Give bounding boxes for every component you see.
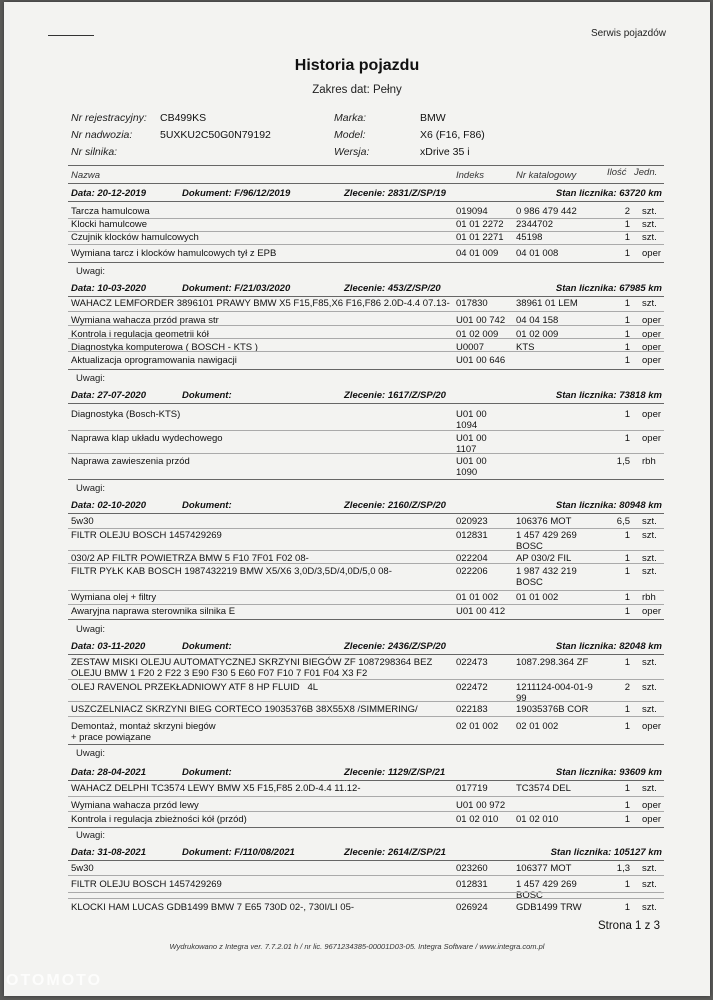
row-unit: szt. — [642, 219, 657, 230]
section-odometer: Stan licznika: 105127 km — [550, 847, 662, 858]
col-name: Nazwa — [71, 170, 101, 181]
section-date: Data: 27-07-2020 — [71, 390, 146, 401]
row-qty: 1 — [624, 232, 630, 243]
row-index: 01 01 2272 — [456, 219, 504, 230]
row-separator — [68, 369, 664, 370]
row-name: KLOCKI HAM LUCAS GDB1499 BMW 7 E65 730D 02-, 730I/LI 05- — [71, 902, 355, 913]
row-qty: 1 — [624, 219, 630, 230]
version-value: xDrive 35 i — [420, 146, 470, 158]
row-unit: rbh — [642, 592, 656, 603]
row-qty: 1 — [624, 342, 630, 353]
row-qty: 1 — [624, 879, 630, 890]
row-catalog: 02 01 002 — [516, 721, 559, 732]
row-index: 01 02 009 — [456, 329, 499, 340]
section-rule — [68, 860, 664, 861]
row-index: 026924 — [456, 902, 488, 913]
row-index: 01 01 2271 — [456, 232, 504, 243]
model-value: X6 (F16, F86) — [420, 129, 485, 141]
row-separator — [68, 679, 664, 680]
notes-label: Uwagi: — [76, 483, 106, 494]
row-catalog: 38961 01 LEM — [516, 298, 578, 309]
top-right-label: Serwis pojazdów — [590, 28, 666, 39]
section-date: Data: 02-10-2020 — [71, 500, 146, 511]
row-qty: 1 — [624, 433, 630, 444]
row-separator — [68, 796, 664, 797]
section-rule — [68, 403, 664, 404]
row-separator — [68, 351, 664, 352]
date-range: Zakres dat: Pełny — [312, 84, 402, 96]
row-unit: szt. — [642, 553, 657, 564]
section-order: Zlecenie: 1129/Z/SP/21 — [344, 767, 446, 778]
section-document: Dokument: — [182, 500, 232, 511]
row-index: U01 00 646 — [456, 355, 506, 366]
row-index: 022472 — [456, 682, 488, 693]
row-qty: 1 — [624, 814, 630, 825]
row-catalog: 45198 — [516, 232, 543, 243]
row-index: 022183 — [456, 704, 488, 715]
row-separator — [68, 716, 664, 717]
version-label: Wersja: — [334, 146, 370, 158]
row-catalog: 01 02 009 — [516, 329, 559, 340]
section-date: Data: 31-08-2021 — [71, 847, 146, 858]
row-separator — [68, 827, 664, 828]
watermark-logo: OTOMOTO — [6, 972, 103, 989]
row-catalog: GDB1499 TRW — [516, 902, 582, 913]
section-document: Dokument: — [182, 767, 232, 778]
section-date: Data: 03-11-2020 — [71, 641, 146, 652]
section-order: Zlecenie: 2160/Z/SP/20 — [344, 500, 446, 511]
row-qty: 1 — [624, 800, 630, 811]
section-order: Zlecenie: 2436/Z/SP/20 — [344, 641, 446, 652]
row-unit: oper — [642, 606, 662, 617]
body-label: Nr nadwozia: — [71, 129, 133, 141]
section-order: Zlecenie: 1617/Z/SP/20 — [344, 390, 446, 401]
row-index: U01 00 1090 — [456, 456, 487, 478]
row-index: 020923 — [456, 516, 488, 527]
row-name: 5w30 — [71, 516, 94, 527]
row-qty: 1 — [624, 566, 630, 577]
row-separator — [68, 218, 664, 219]
row-separator — [68, 311, 664, 312]
section-order: Zlecenie: 2614/Z/SP/21 — [344, 847, 446, 858]
row-separator — [68, 453, 664, 454]
row-index: 01 01 002 — [456, 592, 499, 603]
row-name: FILTR OLEJU BOSCH 1457429269 — [71, 530, 222, 541]
row-qty: 1 — [624, 704, 630, 715]
section-odometer: Stan licznika: 80948 km — [555, 500, 662, 511]
row-unit: oper — [642, 248, 662, 259]
row-unit: szt. — [642, 704, 657, 715]
row-name: Diagnostyka (Bosch-KTS) — [71, 409, 181, 420]
row-index: 017719 — [456, 783, 488, 794]
section-rule — [68, 201, 664, 202]
row-name: Demontaż, montaż skrzyni biegów + prace powiązane — [71, 721, 216, 743]
row-catalog: 106377 MOT — [516, 863, 572, 874]
row-index: U01 00 742 — [456, 315, 506, 326]
row-qty: 1 — [624, 329, 630, 340]
row-catalog: 04 04 158 — [516, 315, 559, 326]
row-unit: szt. — [642, 657, 657, 668]
row-unit: szt. — [642, 566, 657, 577]
row-separator — [68, 898, 664, 899]
row-qty: 1 — [624, 530, 630, 541]
row-separator — [68, 479, 664, 480]
row-qty: 1 — [624, 553, 630, 564]
row-unit: oper — [642, 342, 662, 353]
col-index: Indeks — [456, 170, 484, 181]
row-index: 023260 — [456, 863, 488, 874]
section-document: Dokument: — [182, 641, 232, 652]
col-qty: Ilość — [607, 167, 627, 178]
row-unit: szt. — [642, 298, 657, 309]
row-catalog: 1087.298.364 ZF — [516, 657, 589, 668]
row-unit: szt. — [642, 783, 657, 794]
page-number: Strona 1 z 3 — [597, 920, 660, 932]
row-separator — [68, 604, 664, 605]
row-qty: 1,3 — [616, 863, 630, 874]
row-qty: 1 — [624, 298, 630, 309]
row-separator — [68, 563, 664, 564]
row-separator — [68, 430, 664, 431]
document-title: Historia pojazdu — [294, 57, 420, 74]
row-name: Klocki hamulcowe — [71, 219, 148, 230]
row-index: U01 00 972 — [456, 800, 506, 811]
section-document: Dokument: F/21/03/2020 — [182, 283, 291, 294]
row-qty: 6,5 — [616, 516, 630, 527]
row-index: 01 02 010 — [456, 814, 499, 825]
row-unit: oper — [642, 409, 662, 420]
row-catalog: AP 030/2 FIL — [516, 553, 572, 564]
row-name: 5w30 — [71, 863, 94, 874]
row-qty: 1 — [624, 592, 630, 603]
row-name: WAHACZ LEMFORDER 3896101 PRAWY BMW X5 F15,F85,X6 F16,F86 2.0D-4.4 07.13- — [71, 298, 450, 309]
row-unit: oper — [642, 814, 662, 825]
section-odometer: Stan licznika: 67985 km — [555, 283, 662, 294]
row-separator — [68, 875, 664, 876]
row-separator — [68, 892, 664, 893]
row-separator — [68, 590, 664, 591]
row-index: 017830 — [456, 298, 488, 309]
row-qty: 1 — [624, 902, 630, 913]
row-unit: oper — [642, 355, 662, 366]
row-name: Kontrola i regulacja zbieżności kół (przód) — [71, 814, 247, 825]
section-odometer: Stan licznika: 93609 km — [555, 767, 662, 778]
row-qty: 1 — [624, 783, 630, 794]
row-index: 022206 — [456, 566, 488, 577]
row-unit: oper — [642, 433, 662, 444]
row-qty: 1 — [624, 721, 630, 732]
row-qty: 2 — [624, 682, 630, 693]
row-catalog: 2344702 — [516, 219, 553, 230]
row-unit: szt. — [642, 516, 657, 527]
section-rule — [68, 654, 664, 655]
row-index: 012831 — [456, 530, 488, 541]
row-name: Wymiana tarcz i klocków hamulcowych tył z EPB — [71, 248, 277, 259]
row-index: 012831 — [456, 879, 488, 890]
row-index: 02 01 002 — [456, 721, 499, 732]
section-rule — [68, 780, 664, 781]
notes-label: Uwagi: — [76, 624, 106, 635]
row-unit: szt. — [642, 530, 657, 541]
row-name: USZCZELNIACZ SKRZYNI BIEG CORTECO 19035376B 38X55X8 /SIMMERING/ — [71, 704, 418, 715]
notes-label: Uwagi: — [76, 266, 106, 277]
row-separator — [68, 325, 664, 326]
row-unit: oper — [642, 800, 662, 811]
row-catalog: 1 457 429 269 BOSC — [516, 530, 577, 552]
section-rule — [68, 296, 664, 297]
row-catalog: KTS — [516, 342, 535, 353]
section-document: Dokument: F/110/08/2021 — [182, 847, 295, 858]
row-index: U0007 — [456, 342, 484, 353]
row-name: Naprawa klap układu wydechowego — [71, 433, 223, 444]
col-unit: Jedn. — [634, 167, 658, 178]
row-catalog: 04 01 008 — [516, 248, 559, 259]
row-index: U01 00 1094 — [456, 409, 487, 431]
row-qty: 1 — [624, 657, 630, 668]
footer-note: Wydrukowano z Integra ver. 7.7.2.01 h / nr lic. 9671234385-00001D03-05. Integra Software / www.integra.com.pl — [169, 942, 545, 951]
row-catalog: 01 02 010 — [516, 814, 559, 825]
engine-label: Nr silnika: — [71, 146, 118, 158]
row-qty: 1 — [624, 355, 630, 366]
model-label: Model: — [334, 129, 366, 141]
section-order: Zlecenie: 453/Z/SP/20 — [344, 283, 441, 294]
row-unit: szt. — [642, 902, 657, 913]
row-separator — [68, 244, 664, 245]
row-qty: 1 — [624, 409, 630, 420]
row-separator — [68, 338, 664, 339]
make-label: Marka: — [334, 112, 367, 124]
row-unit: szt. — [642, 682, 657, 693]
section-date: Data: 28-04-2021 — [71, 767, 146, 778]
section-date: Data: 10-03-2020 — [71, 283, 146, 294]
row-separator — [68, 528, 664, 529]
section-document: Dokument: — [182, 390, 232, 401]
row-name: Czujnik klocków hamulcowych — [71, 232, 199, 243]
row-name: OLEJ RAVENOL PRZEKŁADNIOWY ATF 8 HP FLUID 4L — [71, 682, 319, 693]
row-catalog: 19035376B COR — [516, 704, 589, 715]
row-unit: oper — [642, 721, 662, 732]
row-name: FILTR PYŁK KAB BOSCH 1987432219 BMW X5/X6 3,0D/3,5D/4,0D/5,0 08- — [71, 566, 392, 577]
col-catalog: Nr katalogowy — [516, 170, 577, 181]
row-index: 022204 — [456, 553, 488, 564]
reg-label: Nr rejestracyjny: — [71, 112, 147, 124]
notes-label: Uwagi: — [76, 830, 106, 841]
row-name: Awaryjna naprawa sterownika silnika E — [71, 606, 236, 617]
row-name: ZESTAW MISKI OLEJU AUTOMATYCZNEJ SKRZYNI BIEGÓW ZF 1087298364 BEZ OLEJU BMW 1 F20 2 F22 3 E90 F30 5 E60 F07 F10 7 F01 F04 X3 F2 — [71, 657, 433, 679]
row-catalog: TC3574 DEL — [516, 783, 571, 794]
row-index: 04 01 009 — [456, 248, 499, 259]
reg-value: CB499KS — [160, 112, 207, 124]
row-unit: szt. — [642, 232, 657, 243]
document-page — [4, 2, 710, 996]
row-index: U01 00 412 — [456, 606, 506, 617]
row-unit: szt. — [642, 863, 657, 874]
row-name: Wymiana olej + filtry — [71, 592, 157, 603]
row-name: Kontrola i regulacja geometrii kół — [71, 329, 209, 340]
row-name: FILTR OLEJU BOSCH 1457429269 — [71, 879, 222, 890]
row-index: U01 00 1107 — [456, 433, 487, 455]
row-qty: 2 — [624, 206, 630, 217]
row-name: Diagnostyka komputerowa ( BOSCH - KTS ) — [71, 342, 258, 353]
row-name: Wymiana wahacza przód prawa str — [71, 315, 219, 326]
row-catalog: 106376 MOT — [516, 516, 572, 527]
row-separator — [68, 701, 664, 702]
row-name: Aktualizacja oprogramowania nawigacji — [71, 355, 237, 366]
row-separator — [68, 619, 664, 620]
row-qty: 1,5 — [616, 456, 630, 467]
section-rule — [68, 513, 664, 514]
row-separator — [68, 811, 664, 812]
row-name: 030/2 AP FILTR POWIETRZA BMW 5 F10 7F01 F02 08- — [71, 553, 309, 564]
section-order: Zlecenie: 2831/Z/SP/19 — [344, 188, 446, 199]
row-unit: szt. — [642, 206, 657, 217]
row-catalog: 1 457 429 269 BOSC — [516, 879, 577, 901]
row-separator — [68, 744, 664, 745]
history-table — [4, 2, 710, 996]
row-catalog: 01 01 002 — [516, 592, 559, 603]
row-qty: 1 — [624, 315, 630, 326]
section-odometer: Stan licznika: 63720 km — [555, 188, 662, 199]
section-document: Dokument: F/96/12/2019 — [182, 188, 291, 199]
row-separator — [68, 550, 664, 551]
row-catalog: 0 986 479 442 — [516, 206, 577, 217]
row-catalog: 1211124-004-01-9 99 — [516, 682, 593, 704]
row-unit: oper — [642, 329, 662, 340]
row-separator — [68, 262, 664, 263]
notes-label: Uwagi: — [76, 748, 106, 759]
body-value: 5UXKU2C50G0N79192 — [160, 129, 271, 141]
row-qty: 1 — [624, 248, 630, 259]
row-name: Naprawa zawieszenia przód — [71, 456, 190, 467]
section-odometer: Stan licznika: 82048 km — [555, 641, 662, 652]
row-qty: 1 — [624, 606, 630, 617]
notes-label: Uwagi: — [76, 373, 106, 384]
row-unit: oper — [642, 315, 662, 326]
row-index: 019094 — [456, 206, 488, 217]
row-unit: rbh — [642, 456, 656, 467]
section-date: Data: 20-12-2019 — [71, 188, 146, 199]
row-catalog: 1 987 432 219 BOSC — [516, 566, 577, 588]
make-value: BMW — [420, 112, 446, 124]
row-name: WAHACZ DELPHI TC3574 LEWY BMW X5 F15,F85 2.0D-4.4 11.12- — [71, 783, 361, 794]
row-name: Wymiana wahacza przód lewy — [71, 800, 199, 811]
section-odometer: Stan licznika: 73818 km — [555, 390, 662, 401]
row-name: Tarcza hamulcowa — [71, 206, 150, 217]
row-unit: szt. — [642, 879, 657, 890]
row-index: 022473 — [456, 657, 488, 668]
